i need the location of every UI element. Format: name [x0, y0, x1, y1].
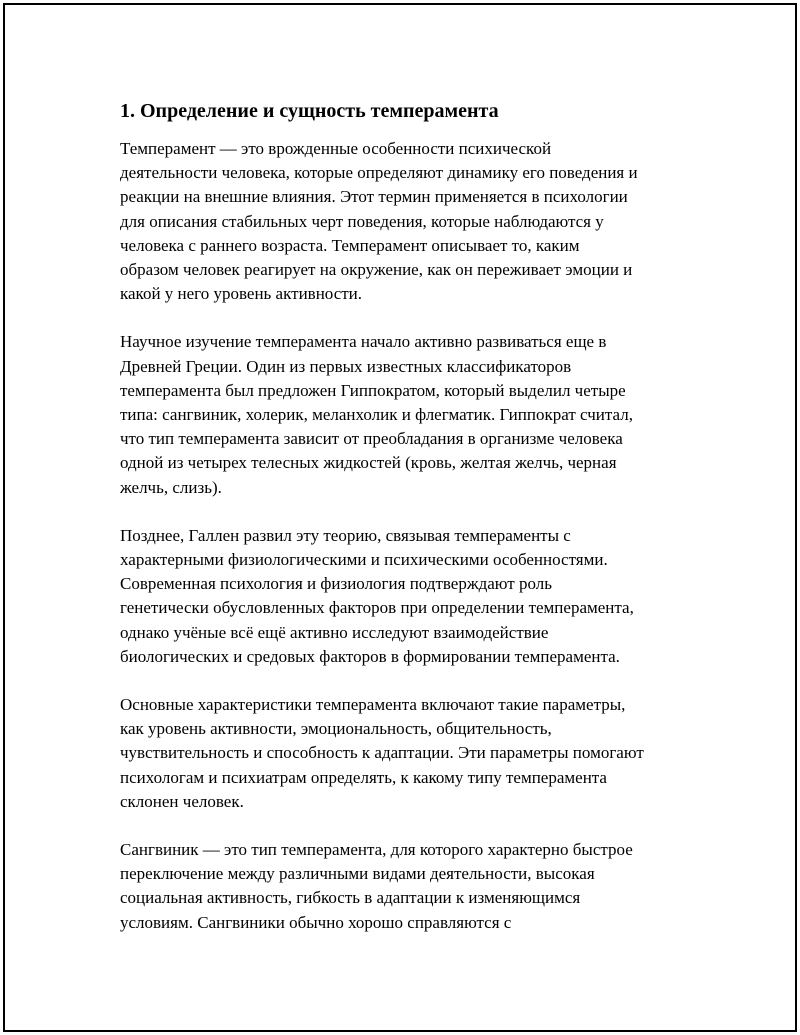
text-line: психологам и психиатрам определять, к какому типу темперамента: [120, 767, 607, 787]
paragraph-sanguine: [120, 838, 720, 935]
paragraph-history: [120, 330, 720, 499]
text-line: однако учёные всё ещё активно исследуют взаимодействие: [120, 622, 549, 642]
text-line: Сангвиник — это тип темперамента, для которого характерно быстрое: [120, 840, 633, 860]
paragraph-galen: [120, 524, 720, 669]
text-line: чувствительность и способность к адаптации. Эти параметры помогают: [120, 743, 644, 763]
text-line: темперамента был предложен Гиппократом, который выделил четыре: [120, 380, 626, 400]
text-line: деятельности человека, которые определяют динамику его поведения и: [120, 163, 638, 183]
page-frame: [3, 3, 797, 1032]
text-line: какой у него уровень активности.: [120, 284, 363, 304]
text-line: Современная психология и физиология подтверждают роль: [120, 574, 552, 594]
text-line: желчь, слизь).: [120, 477, 222, 497]
text-line: условиям. Сангвиники обычно хорошо справляются с: [120, 912, 512, 932]
text-line: социальная активность, гибкость в адаптации к изменяющимся: [120, 888, 581, 908]
text-line: человека с раннего возраста. Темперамент описывает то, каким: [120, 235, 580, 255]
section-heading: 1. Определение и сущность темперамента: [120, 100, 499, 122]
text-line: Позднее, Галлен развил эту теорию, связывая темпераменты с: [120, 525, 571, 545]
text-line: биологических и средовых факторов в формировании темперамента.: [120, 646, 620, 666]
text-line: типа: сангвиник, холерик, меланхолик и флегматик. Гиппократ считал,: [120, 405, 633, 425]
text-line: генетически обусловленных факторов при определении темперамента,: [120, 598, 634, 618]
text-line: образом человек реагирует на окружение, как он переживает эмоции и: [120, 260, 633, 280]
text-line: для описания стабильных черт поведения, которые наблюдаются у: [120, 211, 604, 231]
text-line: переключение между различными видами деятельности, высокая: [120, 864, 595, 884]
text-line: одной из четырех телесных жидкостей (кровь, желтая желчь, черная: [120, 453, 617, 473]
text-line: реакции на внешние влияния. Этот термин применяется в психологии: [120, 187, 628, 207]
text-line: Древней Греции. Один из первых известных классификаторов: [120, 356, 572, 376]
text-line: Основные характеристики темперамента включают такие параметры,: [120, 695, 626, 715]
paragraph-definition: [120, 137, 720, 306]
paragraph-characteristics: [120, 693, 720, 814]
text-line: Темперамент — это врожденные особенности психической: [120, 139, 552, 158]
text-line: Научное изучение темперамента начало активно развиваться еще в: [120, 332, 607, 352]
text-line: как уровень активности, эмоциональность, общительность,: [120, 719, 552, 739]
document-body: [120, 97, 720, 959]
text-line: склонен человек.: [120, 791, 244, 811]
text-line: что тип темперамента зависит от преобладания в организме человека: [120, 429, 623, 449]
text-line: характерными физиологическими и психическими особенностями.: [120, 550, 608, 570]
